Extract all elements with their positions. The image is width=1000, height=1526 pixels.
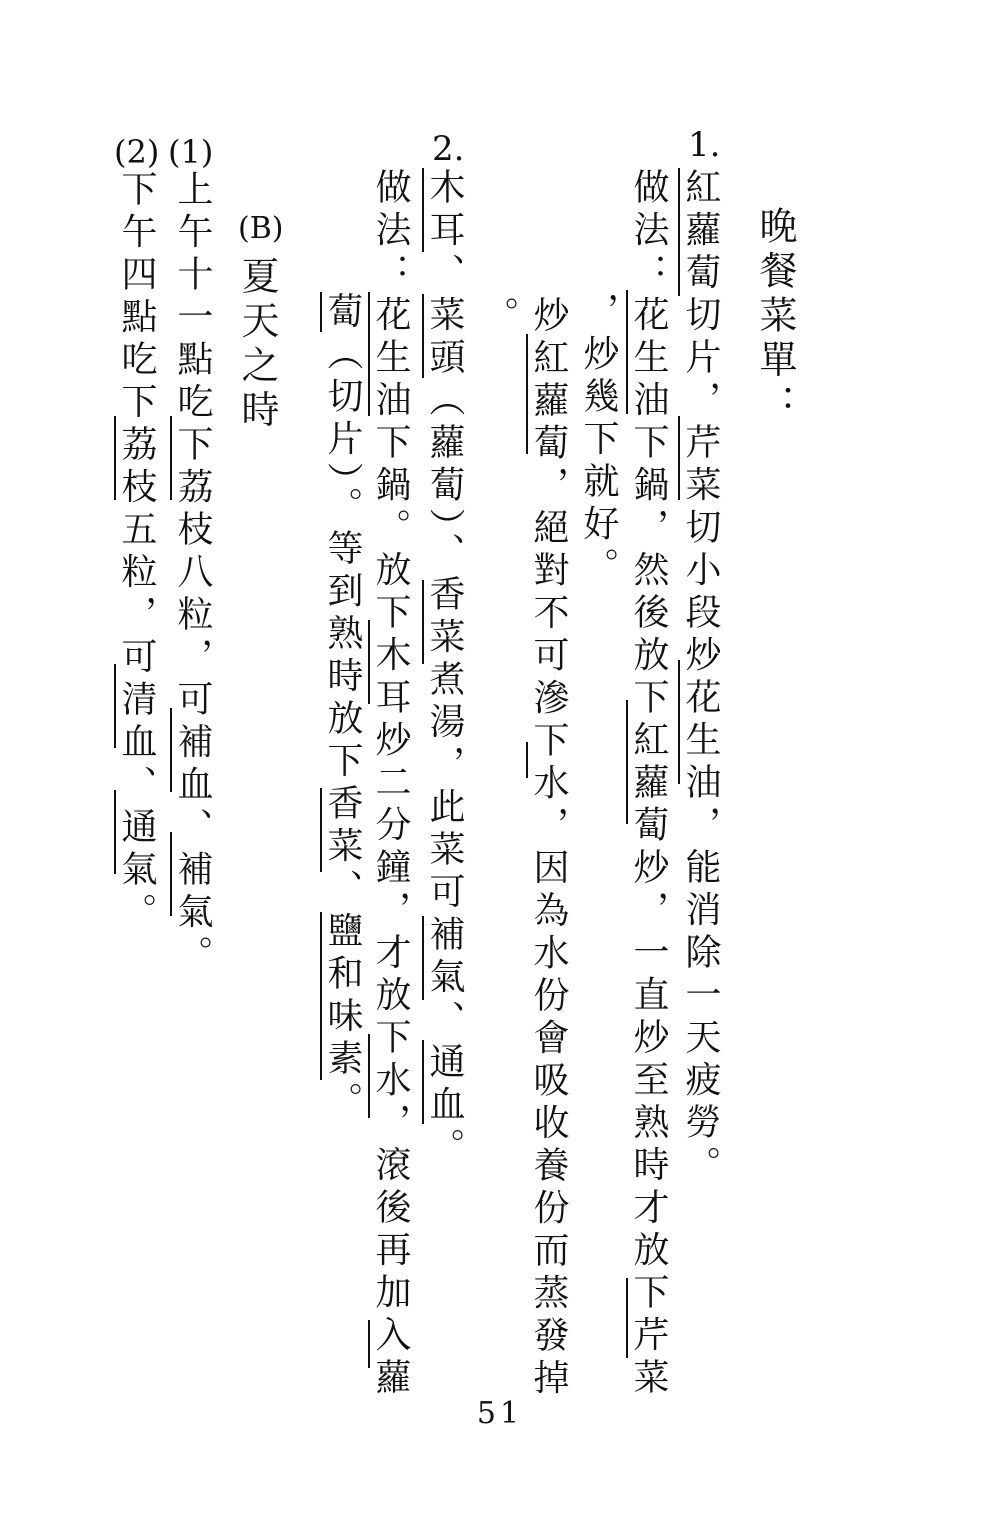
side-line (678, 168, 680, 296)
side-line (320, 788, 322, 872)
side-line (626, 290, 628, 414)
side-line (678, 660, 680, 784)
item-1-line-4: 炒紅蘿蔔，絕對不可滲下水，因為水份會吸收養份而蒸發掉 (528, 296, 569, 1401)
side-line (526, 742, 528, 778)
side-line (626, 700, 628, 824)
side-line (368, 292, 370, 416)
side-line (114, 790, 116, 874)
item-2-number: 2. (432, 129, 465, 169)
summer-item-2-number: (2) (114, 133, 160, 171)
side-line (626, 1278, 628, 1358)
summer-item-2-text: 下午四點吃下荔枝五粒，可清血、通氣。 (116, 170, 157, 935)
item-1-line-2: 做法：花生油下鍋，然後放下紅蘿蔔炒，一直炒至熟時才放下芹菜 (628, 168, 669, 1401)
side-line (368, 620, 370, 704)
item-2-line-2: 做法：花生油下鍋。放下木耳炒二分鐘，才放下水，滾後再加入蘿 (370, 168, 411, 1401)
item-1-line-5: 。 (478, 296, 519, 339)
section-b-label: (B) (238, 211, 284, 246)
side-line (422, 294, 424, 378)
section-b-title: 夏天之時 (235, 256, 279, 434)
summer-item-1-number: (1) (168, 133, 214, 171)
side-line (170, 416, 172, 500)
item-1-line-1: 紅蘿蔔切片，芹菜切小段炒花生油，能消除一天疲勞。 (680, 168, 721, 1188)
summer-item-1-text: 上午十一點吃下荔枝八粒，可補血、補氣。 (172, 170, 213, 978)
page-number: 51 (476, 1396, 524, 1431)
side-line (170, 708, 172, 792)
side-line (170, 832, 172, 916)
side-line (320, 912, 322, 1080)
side-line (320, 292, 322, 332)
side-line (422, 168, 424, 252)
side-line (526, 334, 528, 454)
side-line (114, 416, 116, 500)
side-line (422, 580, 424, 664)
item-2-line-3: 蔔（切片）。等到熟時放下香菜、鹽和味素。 (322, 292, 363, 1124)
side-line (422, 1040, 424, 1124)
side-line (114, 664, 116, 748)
side-line (422, 916, 424, 1000)
side-line (678, 416, 680, 500)
item-1-number: 1. (688, 125, 721, 165)
side-line (368, 1034, 370, 1118)
item-2-line-1: 木耳、菜頭（蘿蔔）、香菜煮湯，此菜可補氣、通血。 (424, 168, 465, 1170)
side-line (368, 1320, 370, 1368)
dinner-menu-heading: 晚餐菜單： (753, 206, 797, 429)
item-1-line-3: ，炒幾下就好。 (578, 292, 619, 590)
